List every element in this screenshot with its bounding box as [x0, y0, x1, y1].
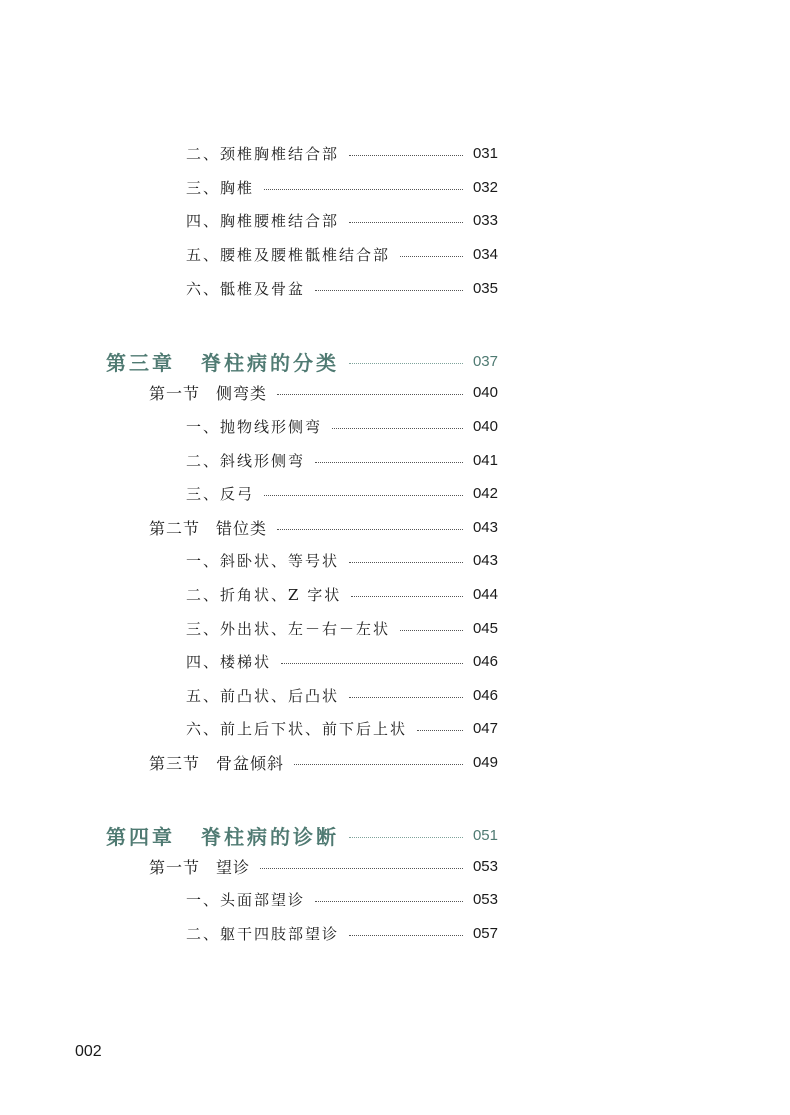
chapter-heading	[106, 347, 349, 376]
toc-item	[186, 276, 498, 300]
toc-item	[186, 548, 498, 572]
toc-item-label: 二、躯干四肢部望诊	[186, 924, 340, 943]
toc-item	[186, 242, 498, 266]
dot-leader	[417, 730, 463, 731]
chapter-number: 第三章	[106, 350, 175, 375]
toc-item	[186, 683, 498, 707]
chapter-number: 第四章	[106, 824, 175, 849]
toc-item-page: 032	[472, 178, 498, 196]
toc-item-label: 三、胸椎	[186, 178, 255, 197]
toc-item	[186, 887, 498, 911]
toc-item-page: 040	[472, 417, 498, 435]
toc-item-page: 033	[472, 211, 498, 229]
toc-item	[186, 448, 498, 472]
toc-item-label: 二、折角状、Z 字状	[186, 585, 342, 604]
toc-item-label: 二、颈椎胸椎结合部	[186, 144, 340, 163]
toc-item	[186, 582, 498, 606]
dot-leader	[351, 596, 463, 597]
toc-item-label: 四、胸椎腰椎结合部	[186, 211, 340, 230]
toc-item-page: 031	[472, 144, 498, 162]
toc-item-page: 057	[472, 924, 498, 942]
dot-leader	[315, 462, 463, 463]
toc-item	[186, 716, 498, 740]
toc-item	[186, 175, 498, 199]
section-title: 望诊	[216, 857, 251, 877]
toc-item-page: 043	[472, 551, 498, 569]
toc-item	[186, 616, 498, 640]
dot-leader	[400, 630, 463, 631]
toc-item-page: 035	[472, 279, 498, 297]
toc-item-label: 一、头面部望诊	[186, 890, 306, 909]
toc-item	[186, 141, 498, 165]
chapter-title: 脊柱病的诊断	[201, 824, 339, 849]
toc-item	[186, 208, 498, 232]
chapter-page: 037	[472, 352, 498, 370]
section-heading	[149, 855, 260, 878]
toc-item-label: 二、斜线形侧弯	[186, 451, 306, 470]
section-title: 错位类	[216, 518, 268, 538]
toc-item-label: 一、斜卧状、等号状	[186, 551, 340, 570]
section-number: 第一节	[149, 857, 201, 877]
toc-item	[186, 414, 498, 438]
toc-item-page: 047	[472, 719, 498, 737]
toc-item-page: 034	[472, 245, 498, 263]
toc-item-label: 四、楼梯状	[186, 652, 272, 671]
toc-chapter	[106, 821, 498, 849]
toc-section	[149, 380, 498, 404]
dot-leader	[349, 697, 463, 698]
dot-leader	[349, 222, 463, 223]
dot-leader	[264, 495, 463, 496]
toc-item-page: 053	[472, 890, 498, 908]
toc-section	[149, 854, 498, 878]
section-page: 043	[472, 518, 498, 536]
dot-leader	[315, 901, 463, 902]
toc-section	[149, 750, 498, 774]
section-heading	[149, 381, 277, 404]
toc-item-page: 041	[472, 451, 498, 469]
dot-leader	[260, 868, 463, 869]
section-title: 侧弯类	[216, 383, 268, 403]
dot-leader	[281, 663, 463, 664]
toc-item-page: 042	[472, 484, 498, 502]
toc-chapter	[106, 347, 498, 375]
dot-leader	[349, 837, 463, 838]
toc-item-page: 046	[472, 686, 498, 704]
toc-item	[186, 481, 498, 505]
chapter-title: 脊柱病的分类	[201, 350, 339, 375]
dot-leader	[315, 290, 463, 291]
chapter-heading	[106, 821, 349, 850]
section-number: 第二节	[149, 518, 201, 538]
dot-leader	[332, 428, 463, 429]
toc-item	[186, 649, 498, 673]
dot-leader	[349, 363, 463, 364]
toc-item-label: 一、抛物线形侧弯	[186, 417, 323, 436]
section-heading	[149, 516, 277, 539]
toc-item-page: 044	[472, 585, 498, 603]
dot-leader	[264, 189, 463, 190]
toc-item-page: 046	[472, 652, 498, 670]
dot-leader	[400, 256, 463, 257]
toc-section	[149, 515, 498, 539]
toc-item-label: 三、外出状、左－右－左状	[186, 619, 391, 638]
toc-item-page: 045	[472, 619, 498, 637]
toc-item-label: 六、前上后下状、前下后上状	[186, 719, 408, 738]
dot-leader	[277, 529, 463, 530]
dot-leader	[277, 394, 463, 395]
page-number: 002	[75, 1043, 102, 1060]
dot-leader	[349, 155, 463, 156]
section-number: 第一节	[149, 383, 201, 403]
dot-leader	[349, 562, 463, 563]
toc-item-label: 三、反弓	[186, 484, 255, 503]
section-page: 040	[472, 383, 498, 401]
section-heading	[149, 751, 294, 774]
toc-item	[186, 921, 498, 945]
section-page: 053	[472, 857, 498, 875]
section-title: 骨盆倾斜	[216, 753, 285, 773]
section-page: 049	[472, 753, 498, 771]
chapter-page: 051	[472, 826, 498, 844]
section-number: 第三节	[149, 753, 201, 773]
toc-item-label: 五、前凸状、后凸状	[186, 686, 340, 705]
toc-item-label: 五、腰椎及腰椎骶椎结合部	[186, 245, 391, 264]
dot-leader	[349, 935, 463, 936]
dot-leader	[294, 764, 463, 765]
toc-item-label: 六、骶椎及骨盆	[186, 279, 306, 298]
